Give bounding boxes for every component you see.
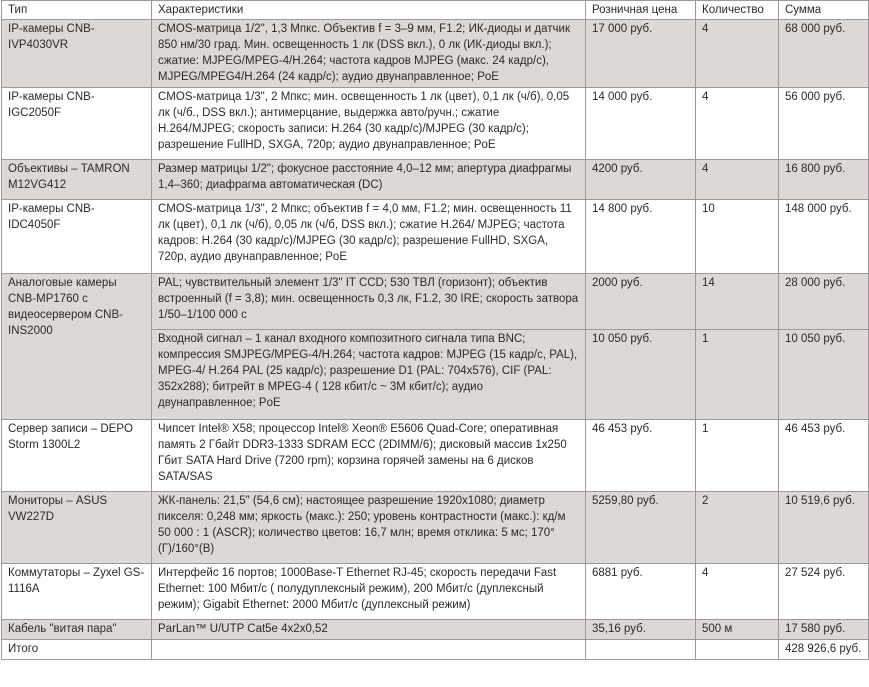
header-price: Розничная цена (586, 1, 696, 20)
cell-type: Кабель "витая пара" (2, 620, 152, 640)
cell-qty: 14 (696, 274, 779, 330)
cell-price: 14 000 руб. (586, 88, 696, 160)
total-row (2, 640, 869, 660)
table-row (2, 160, 869, 200)
cell-type: Аналоговые камеры CNB-MP1760 с видеосервером CNB-INS2000 (2, 274, 152, 420)
cell-specs: ParLan™ U/UTP Cat5e 4x2x0,52 (152, 620, 586, 640)
table-header-row (2, 1, 869, 20)
cell-sum: 46 453 руб. (779, 420, 869, 492)
cell-specs: PAL; чувствительный элемент 1/3" IT CCD; 530 ТВЛ (горизонт); объектив встроенный (f = 3,8); мин. освещенность 0,3 лк, F1.2, 30 IRE; скорость затвора 1/50–1/100 000 с (152, 274, 586, 330)
cell-specs: Входной сигнал – 1 канал входного композитного сигнала типа BNC; компрессия SMJPEG/MPEG-4/H.264; частота кадров: MJPEG (15 кадр/с, PAL), MPEG-4/ H.264 PAL (25 кадр/с); разрешение D1 (PAL: 704x576), CIF (PAL: 352x288); битрейт в MPEG-4 ( 128 кбит/с ~ 3M кбит/с); аудио двунаправленное; PoE (152, 330, 586, 420)
cell-qty: 2 (696, 492, 779, 564)
cell-sum: 56 000 руб. (779, 88, 869, 160)
header-qty: Количество (696, 1, 779, 20)
cell-price: 35,16 руб. (586, 620, 696, 640)
table-row (2, 274, 869, 330)
cell-sum: 16 800 руб. (779, 160, 869, 200)
cell-sum: 10 519,6 руб. (779, 492, 869, 564)
cell-qty: 1 (696, 330, 779, 420)
cell-empty (586, 640, 696, 660)
cell-price: 46 453 руб. (586, 420, 696, 492)
cell-sum: 17 580 руб. (779, 620, 869, 640)
cell-type: Коммутаторы – Zyxel GS-1116A (2, 564, 152, 620)
cell-price: 2000 руб. (586, 274, 696, 330)
cell-price: 6881 руб. (586, 564, 696, 620)
cell-price: 14 800 руб. (586, 200, 696, 274)
cell-specs: CMOS-матрица 1/3", 2 Мпкс; мин. освещенность 1 лк (цвет), 0,1 лк (ч/б), 0,05 лк (ч/б., DSS вкл.); антимерцание, выдержка авто/ручн.; сжатие H.264/MJPEG; скорость записи: H.264 (30 кадр/с)/MJPEG (30 кадр/с); разрешение FullHD, SXGA, 720p; аудио двунаправленное; PoE (152, 88, 586, 160)
cell-type: Сервер записи – DEPO Storm 1300L2 (2, 420, 152, 492)
cell-price: 10 050 руб. (586, 330, 696, 420)
cell-qty: 10 (696, 200, 779, 274)
cell-specs: CMOS-матрица 1/3", 2 Мпкс; объектив f = 4,0 мм, F1.2; мин. освещенность 11 лк (цвет), 0,1 лк (ч/б), 0,05 лк (ч/б, DSS вкл.); сжатие H.264/ MJPEG; частота кадров: H.264 (30 кадр/с)/MJPEG (30 кадр/с); разрешение FullHD, SXGA, 720p, аудио двунаправленное; PoE (152, 200, 586, 274)
cell-sum: 10 050 руб. (779, 330, 869, 420)
cell-type: IP-камеры CNB-IVP4030VR (2, 20, 152, 88)
cell-type: IP-камеры CNB-IDC4050F (2, 200, 152, 274)
cell-sum: 27 524 руб. (779, 564, 869, 620)
table-row (2, 564, 869, 620)
cell-sum: 68 000 руб. (779, 20, 869, 88)
cell-specs: Чипсет Intel® X58; процессор Intel® Xeon® E5606 Quad-Core; оперативная память 2 Гбайт DDR3-1333 SDRAM ECC (2DIMM/6); дисковый массив 1x250 Гбит SATA Hard Drive (7200 rpm); корзина горячей замены на 6 дисков SATA/SAS (152, 420, 586, 492)
cell-type: Мониторы – ASUS VW227D (2, 492, 152, 564)
cell-specs: Интерфейс 16 портов; 1000Base-T Ethernet RJ-45; скорость передачи Fast Ethernet: 100 Мбит/с ( полудуплексный режим), 200 Мбит/с (дуплексный режим); Gigabit Ethernet: 2000 Мбит/с (дуплексный режим) (152, 564, 586, 620)
cell-type: Объективы – TAMRON M12VG412 (2, 160, 152, 200)
equipment-table (1, 0, 869, 660)
cell-qty: 4 (696, 160, 779, 200)
cell-type: IP-камеры CNB-IGC2050F (2, 88, 152, 160)
total-label: Итого (2, 640, 152, 660)
cell-specs: ЖК-панель: 21,5" (54,6 см); настоящее разрешение 1920x1080; диаметр пикселя: 0,248 мм; яркость (макс.): 250; уровень контрастности (макс.): кд/м 50 000 : 1 (ASCR); количество цветов: 16,7 млн; время отклика: 5 мс; 170°(Г)/160°(В) (152, 492, 586, 564)
cell-specs: Размер матрицы 1/2"; фокусное расстояние 4,0–12 мм; апертура диафрагмы 1,4–360; диафрагма автоматическая (DC) (152, 160, 586, 200)
cell-qty: 4 (696, 564, 779, 620)
header-sum: Сумма (779, 1, 869, 20)
cell-qty: 1 (696, 420, 779, 492)
cell-price: 5259,80 руб. (586, 492, 696, 564)
total-sum: 428 926,6 руб. (779, 640, 869, 660)
table-row (2, 20, 869, 88)
cell-qty: 4 (696, 20, 779, 88)
table-row (2, 88, 869, 160)
table-row (2, 492, 869, 564)
table-row (2, 200, 869, 274)
cell-price: 17 000 руб. (586, 20, 696, 88)
header-specs: Характеристики (152, 1, 586, 20)
header-type: Тип (2, 1, 152, 20)
cell-price: 4200 руб. (586, 160, 696, 200)
table-row (2, 620, 869, 640)
cell-sum: 28 000 руб. (779, 274, 869, 330)
cell-specs: CMOS-матрица 1/2", 1,3 Мпкс. Объектив f = 3–9 мм, F1.2; ИК-диоды и датчик 850 нм/30 град. Мин. освещенность 1 лк (DSS вкл.), 0 лк (ИК-диоды вкл.); сжатие: MJPEG/MPEG-4/H.264; частота кадров MJPEG (макс. 24 кадр/с), MJPEG/MPEG4/H.264 (24 кадр/с); аудио двунаправленное; PoE (152, 20, 586, 88)
cell-empty (152, 640, 586, 660)
cell-sum: 148 000 руб. (779, 200, 869, 274)
cell-qty: 500 м (696, 620, 779, 640)
table-row (2, 420, 869, 492)
cell-empty (696, 640, 779, 660)
cell-qty: 4 (696, 88, 779, 160)
